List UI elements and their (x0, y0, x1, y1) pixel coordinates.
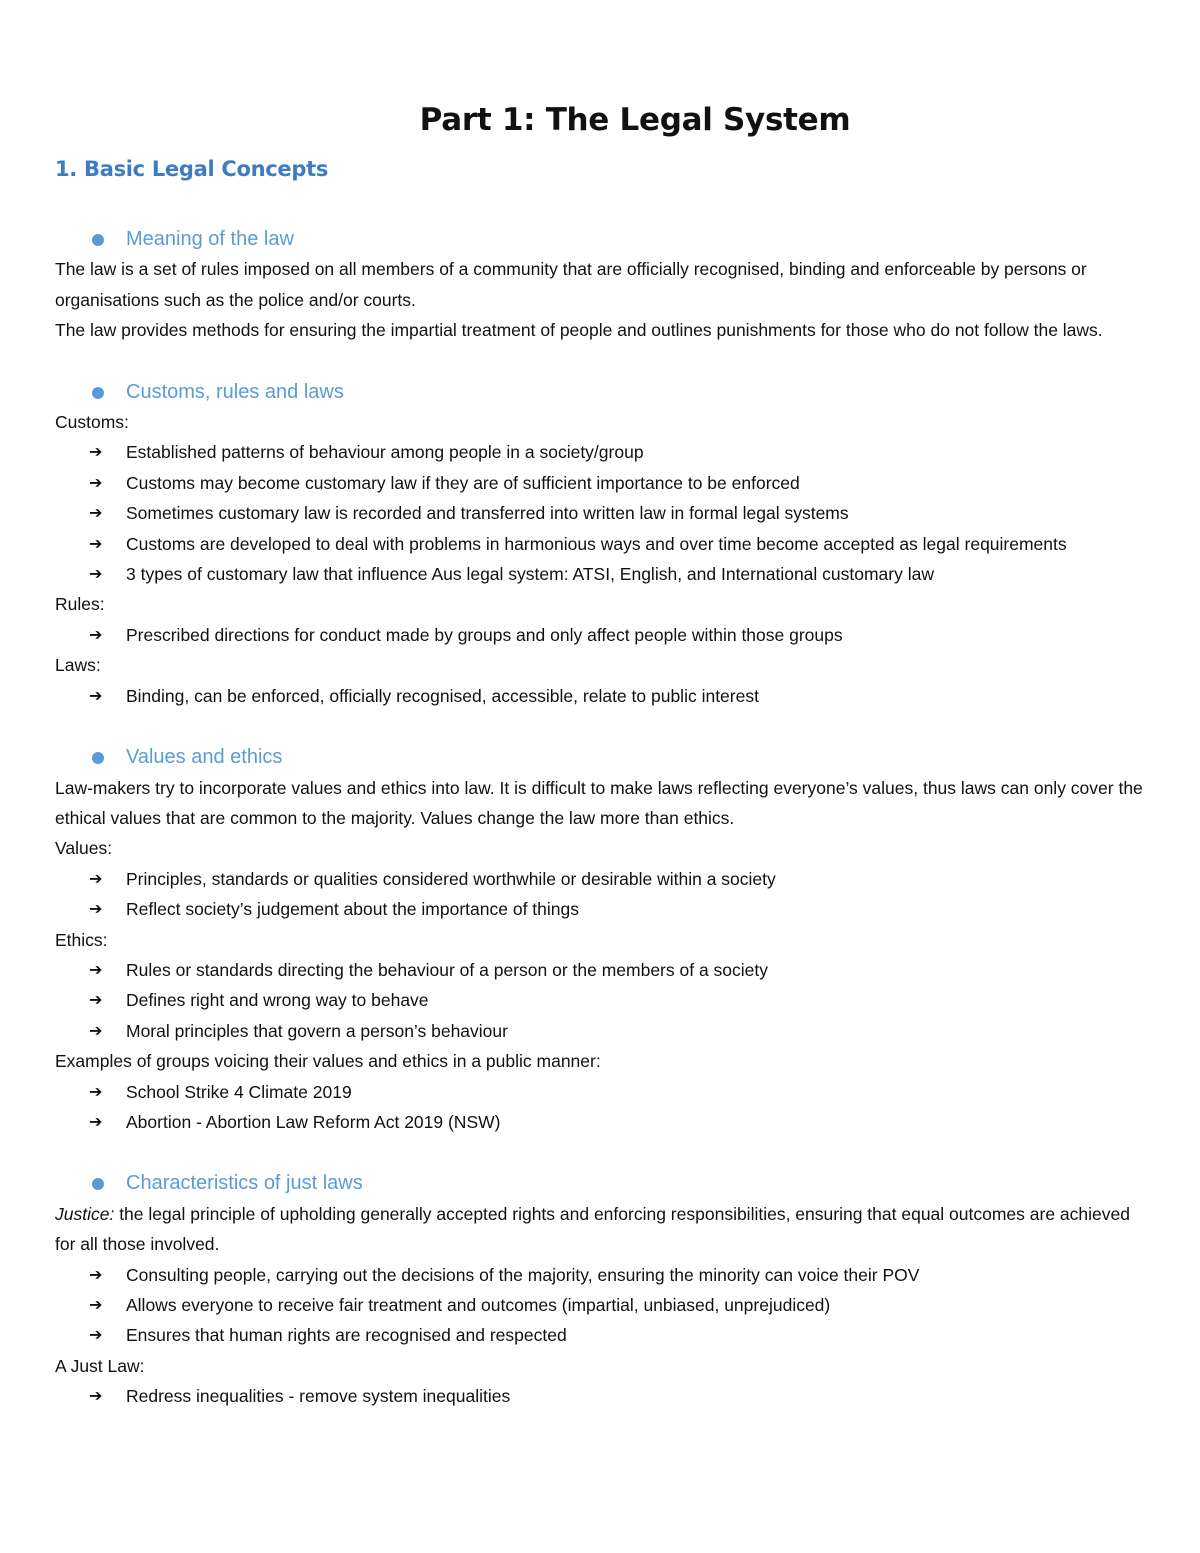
subheading-meaning-text: Meaning of the law (126, 228, 294, 250)
subheading-meaning (55, 224, 1145, 254)
list-item: ➔ Established patterns of behaviour among people in a society/group (55, 437, 1145, 467)
ethics-list (55, 955, 1145, 1046)
values-label: Values: (55, 838, 113, 859)
customs-list (55, 437, 1145, 589)
examples-list (55, 1077, 1145, 1138)
list-item: ➔ School Strike 4 Climate 2019 (55, 1077, 1145, 1107)
subheading-values (55, 742, 1145, 772)
list-item: ➔ Binding, can be enforced, officially recognised, accessible, relate to public interest (55, 681, 1145, 711)
list-item: ➔ 3 types of customary law that influence Aus legal system: ATSI, English, and International customary law (55, 559, 1145, 589)
right-arrow-icon: ➔ (89, 564, 103, 584)
list-item: ➔ Abortion - Abortion Law Reform Act 2019 (NSW) (55, 1107, 1145, 1137)
list-item: ➔ Allows everyone to receive fair treatment and outcomes (impartial, unbiased, unprejudiced) (55, 1290, 1145, 1320)
bullet-icon (92, 234, 104, 246)
right-arrow-icon: ➔ (89, 868, 103, 888)
right-arrow-icon: ➔ (89, 472, 103, 492)
list-item: ➔ Moral principles that govern a person’s behaviour (55, 1016, 1145, 1046)
meaning-paragraph-1: The law is a set of rules imposed on all members of a community that are officially recognised, binding and enforceable by persons or organisations such as the police and/or courts. (55, 259, 1087, 310)
subheading-just-laws (55, 1168, 1145, 1198)
list-item: ➔ Prescribed directions for conduct made by groups and only affect people within those groups (55, 620, 1145, 650)
examples-label: Examples of groups voicing their values and ethics in a public manner: (55, 1051, 601, 1072)
justice-term: Justice: (55, 1203, 115, 1224)
right-arrow-icon: ➔ (89, 1264, 103, 1284)
right-arrow-icon: ➔ (89, 503, 103, 523)
right-arrow-icon: ➔ (89, 685, 103, 705)
list-item: ➔ Consulting people, carrying out the decisions of the majority, ensuring the minority can voice their POV (55, 1260, 1145, 1290)
just-law-list (55, 1381, 1145, 1411)
laws-list (55, 681, 1145, 711)
list-item: ➔ Customs are developed to deal with problems in harmonious ways and over time become accepted as legal requirements (55, 529, 1145, 559)
right-arrow-icon: ➔ (89, 959, 103, 979)
document-body (55, 224, 1145, 1412)
just-law-label: A Just Law: (55, 1355, 145, 1376)
bullet-icon (92, 752, 104, 764)
laws-label: Laws: (55, 655, 101, 676)
right-arrow-icon: ➔ (89, 1020, 103, 1040)
list-item: ➔ Ensures that human rights are recognised and respected (55, 1320, 1145, 1350)
bullet-icon (92, 1178, 104, 1190)
meaning-paragraph-2: The law provides methods for ensuring the impartial treatment of people and outlines punishments for those who do not follow the laws. (55, 320, 1103, 341)
subheading-customs-text: Customs, rules and laws (126, 380, 344, 403)
ethics-label: Ethics: (55, 929, 108, 950)
subheading-customs (55, 377, 1145, 407)
right-arrow-icon: ➔ (89, 1081, 103, 1101)
subheading-just-laws-text: Characteristics of just laws (126, 1172, 363, 1195)
right-arrow-icon: ➔ (89, 1295, 103, 1314)
justice-definition (55, 1199, 1145, 1260)
right-arrow-icon: ➔ (89, 624, 103, 644)
right-arrow-icon: ➔ (89, 1386, 103, 1406)
list-item: ➔ Defines right and wrong way to behave (55, 985, 1145, 1015)
values-intro: Law-makers try to incorporate values and ethics into law. It is difficult to make laws reflecting everyone’s values, thus laws can only cover the ethical values that are common to the majority. Values change the law more than ethics. (55, 777, 1143, 828)
justice-list (55, 1260, 1145, 1351)
page-title: Part 1: The Legal System (419, 102, 851, 138)
right-arrow-icon: ➔ (89, 990, 103, 1010)
list-item: ➔ Customs may become customary law if they are of sufficient importance to be enforced (55, 468, 1145, 498)
right-arrow-icon: ➔ (89, 899, 103, 919)
list-item: ➔ Principles, standards or qualities considered worthwhile or desirable within a society (55, 864, 1145, 894)
list-item: ➔ Rules or standards directing the behaviour of a person or the members of a society (55, 955, 1145, 985)
right-arrow-icon: ➔ (89, 442, 103, 462)
rules-label: Rules: (55, 594, 105, 615)
section-heading: 1. Basic Legal Concepts (55, 157, 329, 181)
justice-definition-text: the legal principle of upholding generally accepted rights and enforcing responsibilities, ensuring that equal outcomes are achieved for all those involved. (55, 1203, 1130, 1255)
list-item: ➔ Reflect society’s judgement about the importance of things (55, 894, 1145, 924)
customs-label: Customs: (55, 412, 129, 433)
list-item: ➔ Redress inequalities - remove system inequalities (55, 1381, 1145, 1411)
right-arrow-icon: ➔ (89, 1111, 103, 1131)
right-arrow-icon: ➔ (89, 1325, 103, 1345)
rules-list (55, 620, 1145, 650)
right-arrow-icon: ➔ (89, 533, 103, 553)
bullet-icon (92, 387, 104, 399)
subheading-values-text: Values and ethics (126, 746, 283, 769)
list-item: ➔ Sometimes customary law is recorded and transferred into written law in formal legal systems (55, 498, 1145, 528)
values-list (55, 864, 1145, 925)
